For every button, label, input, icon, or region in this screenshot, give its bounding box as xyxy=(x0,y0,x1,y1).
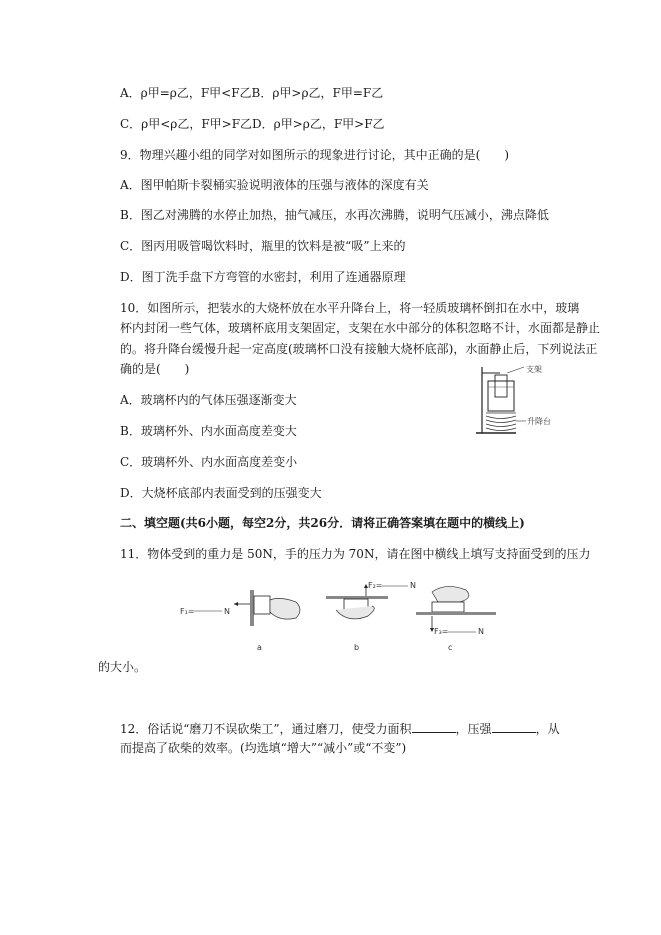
q9-option-b: B．图乙对沸腾的水停止加热，抽气减压，水再次沸腾，说明气压减小，沸点降低 xyxy=(120,208,549,222)
q11-fig-c-label: c xyxy=(448,643,453,652)
q8-option-ab: A．ρ甲=ρ乙，F甲<F乙B．ρ甲>ρ乙，F甲=F乙 xyxy=(120,86,384,100)
q12-text-part3: ，从 xyxy=(535,722,560,736)
q10-option-c: C．玻璃杯外、内水面高度差变小 xyxy=(120,455,298,469)
q12-blank-2[interactable] xyxy=(492,721,536,733)
q10-stem-line2: 杯内封闭一些气体，玻璃杯底用支架固定，支架在水中部分的体积忽略不计，水面都是静止 xyxy=(120,321,601,335)
q11-fig-a-unit: N xyxy=(224,607,230,616)
q10-figure-label-lift: 升降台 xyxy=(527,417,551,426)
q11-stem-line1: 11．物体受到的重力是 50N，手的压力为 70N，请在图中横线上填写支持面受到的压力 xyxy=(120,547,591,561)
q12-stem-line2: 而提高了砍柴的效率。(均选填“增大”“减小”或“不变”) xyxy=(120,741,407,755)
q9-stem: 9．物理兴趣小组的同学对如图所示的现象进行讨论，其中正确的是( ) xyxy=(120,148,510,162)
q10-figure xyxy=(472,363,564,435)
q10-stem-line1: 10．如图所示，把装水的大烧杯放在水平升降台上，将一轻质玻璃杯倒扣在水中，玻璃 xyxy=(120,301,580,315)
q11-fig-a-label: a xyxy=(257,643,262,652)
q10-option-a: A．玻璃杯内的气体压强逐渐变大 xyxy=(120,393,297,407)
q11-figure-b xyxy=(326,581,416,652)
q9-option-c: C．图丙用吸管喝饮料时，瓶里的饮料是被“吸”上来的 xyxy=(120,239,406,253)
q12-stem-line1 xyxy=(120,721,560,736)
q11-fig-c-force: F₃= xyxy=(434,627,449,636)
section2-title: 二、填空题(共6小题，每空2分，共26分．请将正确答案填在题中的横线上) xyxy=(120,516,525,530)
q11-stem-line2: 的大小。 xyxy=(98,660,147,674)
q10-stem-line3: 的。将升降台缓慢升起一定高度(玻璃杯口没有接触大烧杯底部)，水面静止后，下列说法正 xyxy=(120,342,598,356)
q11-figure-c xyxy=(416,586,496,652)
q11-fig-b-force: F₂= xyxy=(368,581,383,590)
q10-option-b: B．玻璃杯外、内水面高度差变大 xyxy=(120,424,297,438)
q11-figures xyxy=(176,580,496,658)
q10-figure-label-stand: 支架 xyxy=(526,365,542,374)
q11-figure-a xyxy=(180,590,300,652)
q8-option-cd: C．ρ甲<ρ乙，F甲>F乙D．ρ甲>ρ乙，F甲>F乙 xyxy=(120,117,385,131)
q12-text-part1: 12．俗话说“磨刀不误砍柴工”，通过磨刀，使受力面积 xyxy=(120,722,412,736)
q11-fig-b-label: b xyxy=(354,643,360,652)
q12-blank-1[interactable] xyxy=(412,721,456,733)
q9-option-a: A．图甲帕斯卡裂桶实验说明液体的压强与液体的深度有关 xyxy=(120,178,429,192)
q10-option-d: D．大烧杯底部内表面受到的压强变大 xyxy=(120,486,322,500)
q11-fig-b-unit: N xyxy=(410,581,416,590)
q11-fig-c-unit: N xyxy=(478,627,484,636)
q11-fig-a-force: F₁= xyxy=(180,607,195,616)
q10-stem-line4: 确的是( ) xyxy=(120,362,190,376)
q12-text-part2: ，压强 xyxy=(455,722,492,736)
q9-option-d: D．图丁洗手盘下方弯管的水密封，利用了连通器原理 xyxy=(120,270,406,284)
